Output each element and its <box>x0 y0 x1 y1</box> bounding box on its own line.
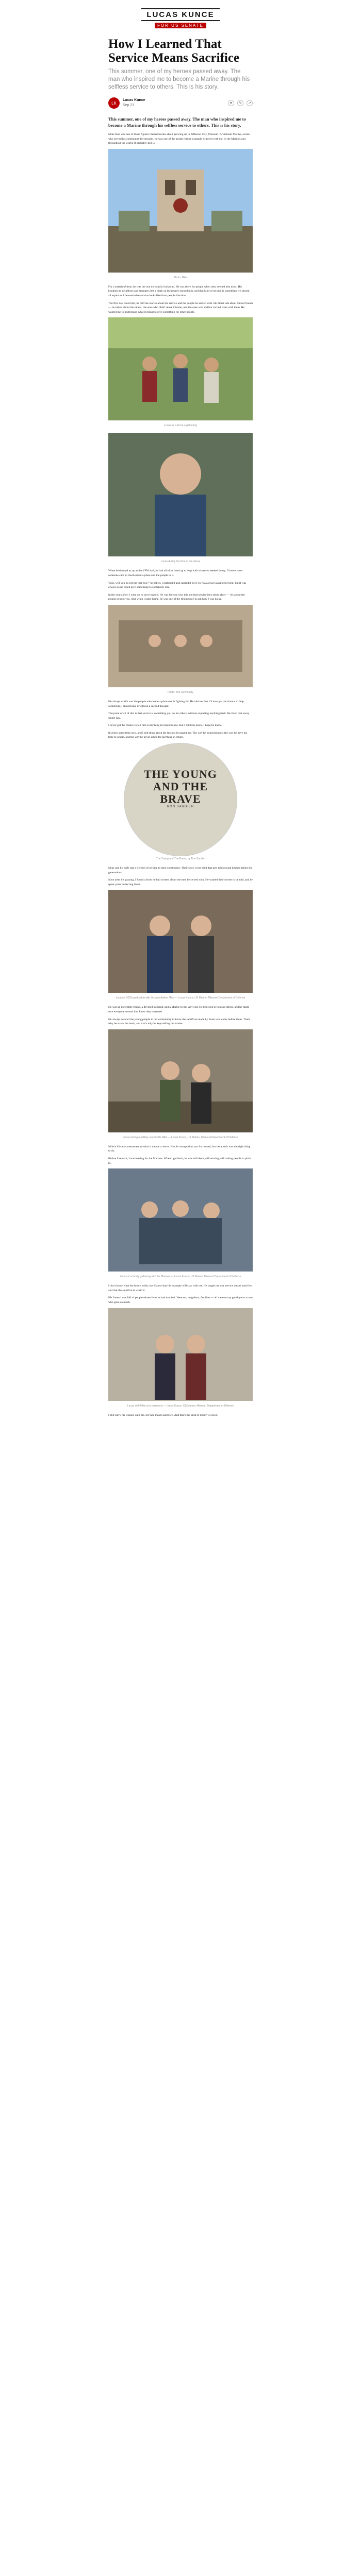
photo-gathering <box>108 317 253 420</box>
paragraph: I never got the chance to tell him everything he meant to me. But I think he knew. I hope he knew. <box>108 724 222 727</box>
author-name[interactable]: Lucas Kunce <box>123 98 145 102</box>
intro-paragraph: This summer, one of my heroes passed away. The man who inspired me to become a Marine through his selfless service to others. This is his story. <box>108 116 246 128</box>
paragraph: I don't know what the future holds, but I know that his example will stay with me. He taught me that service means sacrifice, and that the sacrifice is worth it. <box>108 1284 253 1292</box>
like-icon[interactable]: ♥ <box>228 100 234 106</box>
article <box>108 37 253 1420</box>
paragraph: He was an incredible friend, a devoted husband, and a Marine to the very end. He believed in helping others, and he made sure everyone around him knew they mattered. <box>108 1006 250 1014</box>
byline <box>108 97 253 109</box>
site-logo[interactable] <box>141 8 219 21</box>
paragraph: "Son, will you go get me that box?" he asked. I grabbed it and carried it over. He was always asking for help, but it was always so he could give something to somebody else. <box>108 581 247 589</box>
paragraph: It's been some time now, and I still think about the lessons he taught me. The way he treated people, the way he gave his time to others, and the way he never asked for anything in return. <box>108 731 248 739</box>
figure-caption: Lucas with Mike at a ceremony — Lucas Kunce, US Marine, Missouri Department of Defense <box>127 1404 234 1408</box>
book-cover-image <box>124 743 237 856</box>
paragraph: Before I knew it, I was leaving for the Marines. When I got back, he was still there, still serving, still asking people to pitch in. <box>108 1157 251 1165</box>
photo-ceremony <box>108 1308 253 1401</box>
paragraph: The first day I met him, he told me stories about his service and the people he served with. He didn't talk about himself much — he talked about the others, the ones who didn't make it home, and the ones who did but carried scars with them. He wanted me to understand what it meant to give something for other people. <box>108 301 253 314</box>
figure-caption: Lucas during a military event with Mike — Lucas Kunce, US Marine, Missouri Department of Defense <box>123 1136 238 1139</box>
figure-4 <box>108 605 253 690</box>
figure-caption: Lucas at a family gathering with the Marines — Lucas Kunce, US Marine, Missouri Department of Defense <box>120 1275 241 1279</box>
figure-8 <box>108 1308 253 1403</box>
paragraph: He always wanted the young people in our community to know the sacrifices made by those who came before them. That's why he wrote the book, and that's why he kept telling the stories. <box>108 1018 251 1026</box>
article-subtitle: This summer, one of my heroes passed away. The man who inspired me to become a Marine through his selfless service to others. This is his story. <box>108 69 250 90</box>
paragraph: Soon after his passing, I found a book he had written about the men he served with. He wanted their stories to be told, and he spent years collecting them. <box>108 878 253 886</box>
figure-caption: Lucas during the time of the above <box>160 560 201 564</box>
paragraph: Mike Hall was one of those figures I heard stories about growing up in Jefferson City, Missouri. A Vietnam Marine, a man who served his community for decades, he was one of the people whose example I carried with me, in the Marines and throughout the world. It probably still is. <box>108 133 250 145</box>
site-header <box>0 0 361 32</box>
figure-caption: Photo: Mike <box>173 276 188 279</box>
article-title: How I Learned That Service Means Sacrifice <box>108 37 240 65</box>
photo-graduation <box>108 890 253 993</box>
figure-3 <box>108 433 253 559</box>
figure-5 <box>108 890 253 995</box>
brand-name: LUCAS KUNCE <box>146 10 215 19</box>
book-title-line: THE YOUNG <box>143 768 218 781</box>
paragraph: The point of all of this is that service is something you do for others, without expecting anything back. He lived that every single day. <box>108 712 250 720</box>
book-author: RON SARDIER <box>167 805 194 809</box>
figure-1 <box>108 149 253 275</box>
brand-subtitle: FOR US SENATE <box>155 23 206 28</box>
paragraph: For a stretch of time, he was the one my family looked to. He was there for people when they needed him most. His kindness to neighbors and strangers left a mark on the people around him, and that kind of service is something we should all aspire to. I learned what service looks like from people like him. <box>108 285 250 297</box>
photo-child <box>108 433 253 556</box>
figure-7 <box>108 1168 253 1274</box>
book-title-line: AND THE <box>153 780 208 793</box>
paragraph: Mike's life was a testament to what it means to serve. Not for recognition, not for reward, but because it was the right thing to do. <box>108 1145 251 1153</box>
paragraph: In the years after, I went on to serve myself. He was the one who told me that service isn't about glory — it's about the people next to you. And when I came home, he was one of the first people to ask how I was doing. <box>108 593 245 601</box>
author-avatar[interactable]: LK <box>108 97 120 109</box>
share-icon[interactable]: ↗ <box>247 100 253 106</box>
paragraph: His funeral was full of people whose lives he had touched. Veterans, neighbors, families — all there to say goodbye to a man who gave so much. <box>108 1296 253 1304</box>
photo-military-event <box>108 1029 253 1132</box>
post-date: Sep 23 <box>123 104 135 107</box>
paragraph: I still carry his lessons with me. Service means sacrifice. And that's the kind of leader we need. <box>108 1413 218 1417</box>
figure-caption: The Young and The Brave, by Ron Sardier <box>156 857 205 861</box>
photo-vfw-building <box>108 149 253 273</box>
paragraph: Mike and his wife had a life full of service to their community. Their story is the kind that gets told around kitchen tables for generations. <box>108 867 252 874</box>
figure-6 <box>108 1029 253 1135</box>
figure-2 <box>108 317 253 423</box>
book-title <box>124 768 237 805</box>
paragraph: He always said it was the people who made a place worth fighting for. He told me that if I ever got the chance to help somebody, I should take it without a second thought. <box>108 700 244 708</box>
share-bar <box>228 100 253 106</box>
comment-icon[interactable]: ✎ <box>237 100 243 106</box>
figure-caption: Photo: The community <box>168 690 193 694</box>
photo-family-gathering <box>108 1168 253 1272</box>
photo-community <box>108 605 253 687</box>
author-meta <box>123 98 145 108</box>
book-title-line: BRAVE <box>160 792 201 806</box>
paragraph: When he'd round us up at the VFW hall, he had all of us lined up to help with whatever needed doing. I'd never seen someone care so much about a place and the people in it. <box>108 569 243 577</box>
figure-caption: Lucas in 2003 graduation with his grandfather Mike — Lucas Kunce, US Marine, Missouri Department of Defense <box>116 996 245 1000</box>
figure-caption: Lucas as a kid at a gathering <box>164 424 197 428</box>
